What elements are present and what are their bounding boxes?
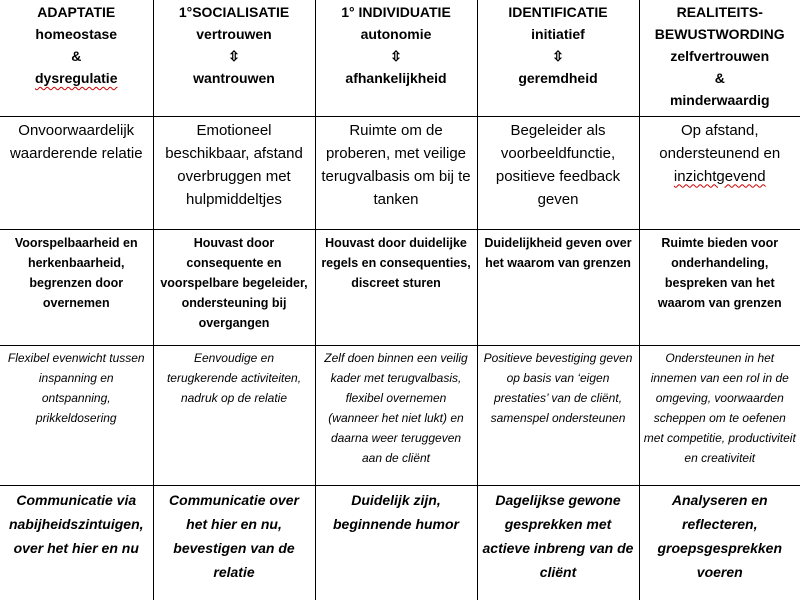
- cell-realiteit-row2: Ruimte bieden voor onderhandeling, bespreken van het waarom van grenzen: [639, 229, 800, 345]
- cell-individuatie-row3: Zelf doen binnen een veilig kader met terugvalbasis, flexibel overnemen (wanneer het niet lukt) en daarna weer teruggeven aan de cliënt: [315, 345, 477, 485]
- cell-identificatie-row3: Positieve bevestiging geven op basis van ‘eigen prestaties’ van de cliënt, samenspel ondersteunen: [477, 345, 639, 485]
- cell-individuatie-row4: Duidelijk zijn, beginnende humor: [315, 485, 477, 600]
- cell-socialisatie-row2: Houvast door consequente en voorspelbare begeleider, ondersteuning bij overgangen: [153, 229, 315, 345]
- cell-identificatie-row1: Begeleider als voorbeeldfunctie, positieve feedback geven: [477, 116, 639, 229]
- cell-adaptatie-row3: Flexibel evenwicht tussen inspanning en ontspanning, prikkeldosering: [0, 345, 153, 485]
- header-socialisatie: [153, 0, 315, 116]
- header-pole-positive: vertrouwen: [196, 26, 272, 42]
- header-pole-negative: minderwaardig: [669, 92, 770, 108]
- cell-adaptatie-row4: Communicatie via nabijheidszintuigen, over het hier en nu: [0, 485, 153, 600]
- header-pole-positive: homeostase: [35, 26, 118, 42]
- header-title: REALITEITS-: [676, 4, 763, 20]
- cell-realiteit-row4: Analyseren en reflecteren, groepsgesprekken voeren: [639, 485, 800, 600]
- header-pole-positive: autonomie: [360, 26, 432, 42]
- cell-socialisatie-row3: Eenvoudige en terugkerende activiteiten, nadruk op de relatie: [153, 345, 315, 485]
- updown-arrow-icon: ⇳: [228, 48, 240, 64]
- header-title: 1°SOCIALISATIE: [178, 4, 290, 20]
- header-pole-negative: dysregulatie: [35, 70, 118, 86]
- header-pole-positive: zelfvertrouwen: [670, 48, 770, 64]
- cell-adaptatie-row1: Onvoorwaardelijk waarderende relatie: [0, 116, 153, 229]
- row-relationship: [0, 116, 800, 229]
- row-structure: [0, 229, 800, 345]
- row-activities: [0, 345, 800, 485]
- header-realiteitsbewustwording: [639, 0, 800, 116]
- cell-socialisatie-row4: Communicatie over het hier en nu, bevestigen van de relatie: [153, 485, 315, 600]
- row-communication: [0, 485, 800, 600]
- updown-arrow-icon: ⇳: [390, 48, 402, 64]
- header-row: [0, 0, 800, 116]
- cell-identificatie-row4: Dagelijkse gewone gesprekken met actieve inbreng van de cliënt: [477, 485, 639, 600]
- header-title: 1° INDIVIDUATIE: [341, 4, 451, 20]
- header-identificatie: [477, 0, 639, 116]
- cell-individuatie-row2: Houvast door duidelijke regels en consequenties, discreet sturen: [315, 229, 477, 345]
- header-title-continued: BEWUSTWORDING: [654, 26, 785, 42]
- cell-realiteit-row1: Op afstand, ondersteunend en inzichtgevend: [639, 116, 800, 229]
- header-separator: &: [71, 48, 82, 64]
- header-individuatie: [315, 0, 477, 116]
- updown-arrow-icon: ⇳: [552, 48, 564, 64]
- header-separator: &: [714, 70, 725, 86]
- cell-adaptatie-row2: Voorspelbaarheid en herkenbaarheid, begrenzen door overnemen: [0, 229, 153, 345]
- header-title: IDENTIFICATIE: [508, 4, 608, 20]
- cell-socialisatie-row1: Emotioneel beschikbaar, afstand overbruggen met hulpmiddeltjes: [153, 116, 315, 229]
- header-pole-positive: initiatief: [531, 26, 585, 42]
- cell-identificatie-row2: Duidelijkheid geven over het waarom van grenzen: [477, 229, 639, 345]
- cell-realiteit-row3: Ondersteunen in het innemen van een rol in de omgeving, voorwaarden scheppen om te oefenen met competitie, productiviteit en creativiteit: [639, 345, 800, 485]
- header-adaptatie: [0, 0, 153, 116]
- cell-individuatie-row1: Ruimte om de proberen, met veilige terugvalbasis om bij te tanken: [315, 116, 477, 229]
- header-pole-negative: geremdheid: [518, 70, 598, 86]
- header-title: ADAPTATIE: [37, 4, 116, 20]
- header-pole-negative: afhankelijkheid: [345, 70, 447, 86]
- header-pole-negative: wantrouwen: [193, 70, 275, 86]
